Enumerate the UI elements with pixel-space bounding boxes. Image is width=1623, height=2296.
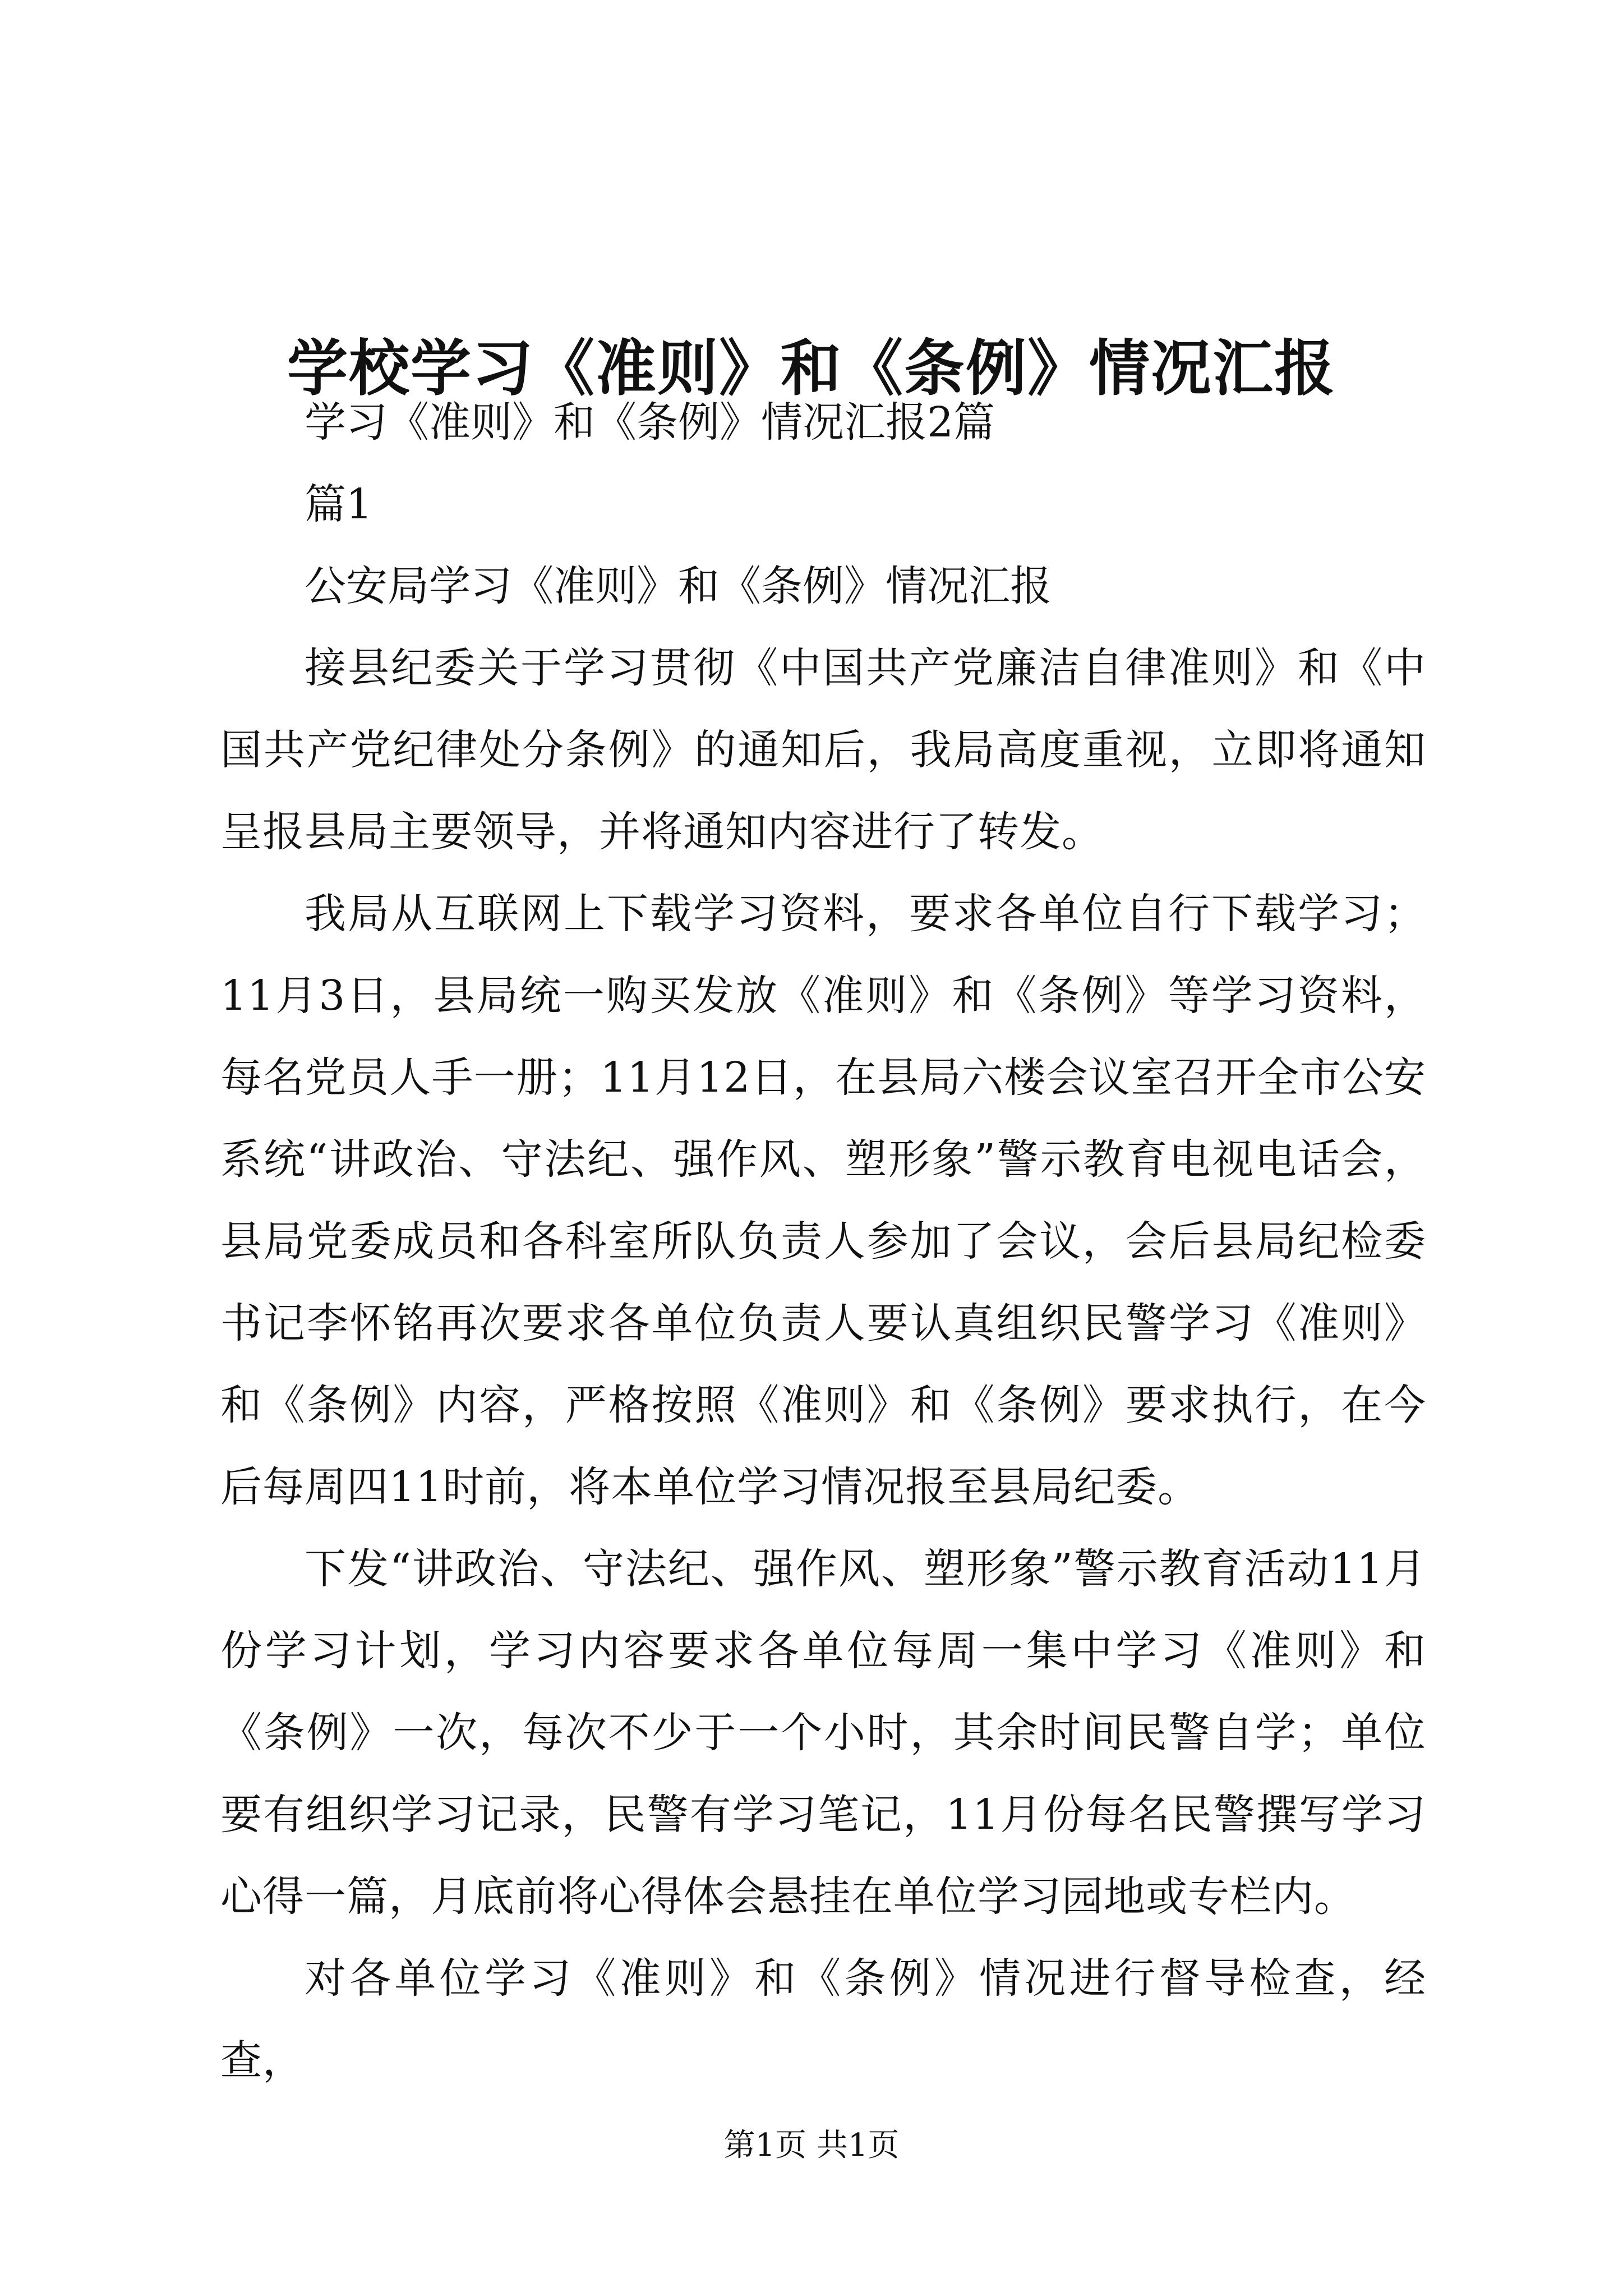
body-paragraph-2: 我局从互联网上下载学习资料，要求各单位自行下载学习；11月3日，县局统一购买发放《准则》和《条例》等学习资料，每名党员人手一册；11月12日，在县局六楼会议室召开全市公安系统“讲政治、守法纪、强作风、塑形象”警示教育电视电话会，县局党委成员和各科室所队负责人参加了会议，会后县局纪检委书记李怀铭再次要求各单位负责人要认真组织民警学习《准则》和《条例》内容，严格按照《准则》和《条例》要求执行，在今后每周四11时前，将本单位学习情况报至县局纪委。 bbox=[220, 890, 1426, 1511]
body-paragraph-3: 下发“讲政治、守法纪、强作风、塑形象”警示教育活动11月份学习计划，学习内容要求各单位每周一集中学习《准则》和《条例》一次，每次不少于一个小时，其余时间民警自学；单位要有组织学习记录，民警有学习笔记，11月份每名民警撰写学习心得一篇，月底前将心得体会悬挂在单位学习园地或专栏内。 bbox=[220, 1545, 1426, 1921]
report-title: 公安局学习《准则》和《条例》情况汇报 bbox=[305, 562, 1052, 610]
page-footer: 第1页 共1页 bbox=[723, 2127, 900, 2164]
body-paragraph-4: 对各单位学习《准则》和《条例》情况进行督导检查，经查， bbox=[220, 1954, 1426, 2085]
document-subtitle: 学习《准则》和《条例》情况汇报2篇 bbox=[305, 398, 995, 447]
body-paragraph-1: 接县纪委关于学习贯彻《中国共产党廉洁自律准则》和《中国共产党纪律处分条例》的通知后，我局高度重视，立即将通知呈报县局主要领导，并将通知内容进行了转发。 bbox=[220, 644, 1426, 856]
document-title: 学校学习《准则》和《条例》情况汇报 bbox=[287, 333, 1336, 404]
section-label: 篇1 bbox=[305, 480, 373, 528]
document-body bbox=[220, 381, 1426, 2101]
